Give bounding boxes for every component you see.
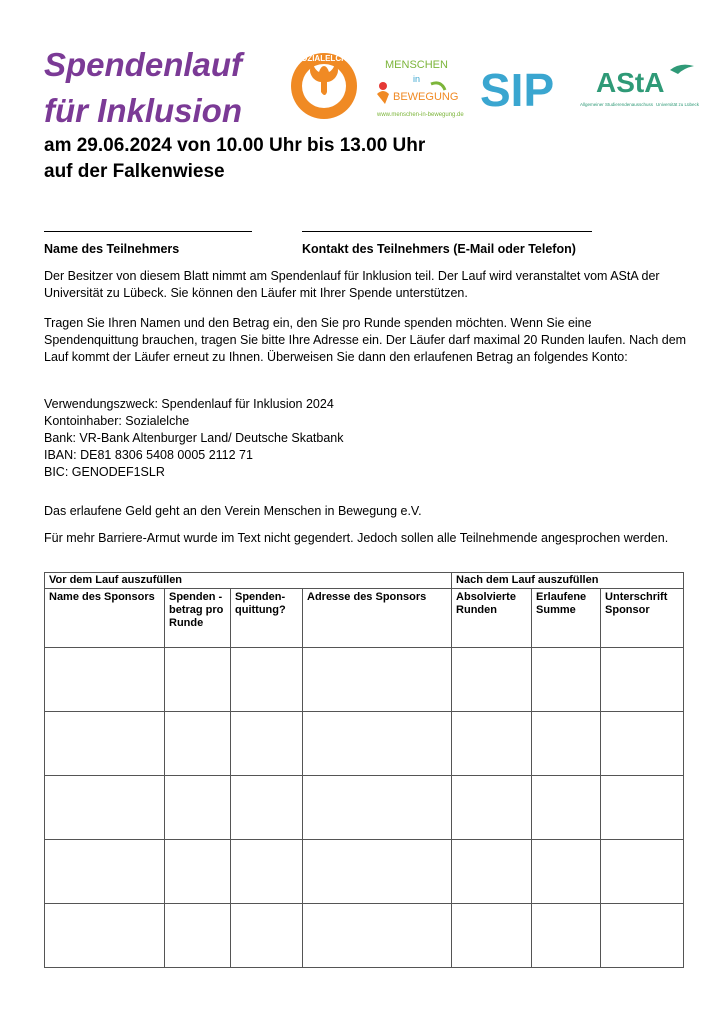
cell-address[interactable] <box>303 904 452 968</box>
cell-amount[interactable] <box>165 904 231 968</box>
bank-bic: BIC: GENODEF1SLR <box>44 465 165 479</box>
cell-laps[interactable] <box>452 648 532 712</box>
bank-iban: IBAN: DE81 8306 5408 0005 2112 71 <box>44 448 253 462</box>
cell-laps[interactable] <box>452 776 532 840</box>
table-header-row <box>45 589 684 648</box>
cell-amount[interactable] <box>165 776 231 840</box>
cell-sum[interactable] <box>532 840 601 904</box>
title-line-2: für Inklusion <box>44 92 242 129</box>
bank-details <box>44 396 689 481</box>
table-row <box>45 648 684 712</box>
cell-receipt[interactable] <box>231 904 303 968</box>
cell-sponsor-name[interactable] <box>45 904 165 968</box>
gender-note-paragraph: Für mehr Barriere-Armut wurde im Text nicht gegendert. Jedoch sollen alle Teilnehmende angesprochen werden. <box>44 531 669 545</box>
menschen-logo-line2: in <box>413 74 421 84</box>
bank-name: Bank: VR-Bank Altenburger Land/ Deutsche Skatbank <box>44 431 344 445</box>
cell-amount[interactable] <box>165 648 231 712</box>
cell-amount[interactable] <box>165 712 231 776</box>
menschen-in-bewegung-logo <box>371 54 467 120</box>
menschen-logo-line3: BEWEGUNG <box>393 91 459 103</box>
instructions-paragraph: Tragen Sie Ihren Namen und den Betrag ein, den Sie pro Runde spenden möchten. Wenn Sie eine Spendenquittung brauchen, tragen Sie bitte Ihre Adresse ein. Der Läufer darf maximal 20 Runden laufen. Nach dem Lauf kommt der Läufer erneut zu Ihnen. Überweisen Sie dann den erlaufenen Betrag an folgendes Konto: <box>44 316 687 364</box>
cell-sponsor-name[interactable] <box>45 648 165 712</box>
asta-logo-sub1: Allgemeiner Studierendenausschuss <box>580 102 654 107</box>
cell-sum[interactable] <box>532 776 601 840</box>
cell-address[interactable] <box>303 840 452 904</box>
cell-receipt[interactable] <box>231 776 303 840</box>
cell-sponsor-name[interactable] <box>45 776 165 840</box>
cell-receipt[interactable] <box>231 648 303 712</box>
section-before-run: Vor dem Lauf auszufüllen <box>45 573 452 589</box>
bank-purpose: Verwendungszweck: Spendenlauf für Inklusion 2024 <box>44 397 334 411</box>
cell-sum[interactable] <box>532 904 601 968</box>
table-section-row <box>45 573 684 589</box>
bank-account-holder: Kontoinhaber: Sozialelche <box>44 414 190 428</box>
participant-name-label: Name des Teilnehmers <box>44 242 180 256</box>
event-date-location <box>44 133 425 185</box>
sozialelche-logo-text: SOZIALELCHE <box>295 54 353 63</box>
sponsor-table <box>44 572 684 968</box>
col-sponsor-name: Name des Sponsors <box>45 589 165 648</box>
col-total-sum: Erlaufene Summe <box>532 589 601 648</box>
col-receipt: Spenden- quittung? <box>231 589 303 648</box>
cell-laps[interactable] <box>452 904 532 968</box>
col-laps-completed: Absolvierte Runden <box>452 589 532 648</box>
sip-logo-text: SIP <box>480 64 555 112</box>
event-location: auf der Falkenwiese <box>44 161 225 182</box>
participant-contact-label: Kontakt des Teilnehmers (E-Mail oder Telefon) <box>302 242 576 256</box>
col-amount-per-lap: Spenden -betrag pro Runde <box>165 589 231 648</box>
sip-logo <box>480 62 572 112</box>
event-date: am 29.06.2024 von 10.00 Uhr bis 13.00 Uhr <box>44 135 426 156</box>
cell-sum[interactable] <box>532 712 601 776</box>
menschen-logo-url: www.menschen-in-bewegung.de <box>377 112 464 118</box>
cell-signature[interactable] <box>601 840 684 904</box>
col-sponsor-address: Adresse des Sponsors <box>303 589 452 648</box>
asta-logo-sub2: Universität zu Lübeck <box>656 102 700 107</box>
participant-name-line[interactable] <box>44 231 252 232</box>
cell-laps[interactable] <box>452 840 532 904</box>
cell-signature[interactable] <box>601 712 684 776</box>
cell-sponsor-name[interactable] <box>45 840 165 904</box>
participant-contact-line[interactable] <box>302 231 592 232</box>
table-row <box>45 776 684 840</box>
col-signature: Unterschrift Sponsor <box>601 589 684 648</box>
cell-signature[interactable] <box>601 776 684 840</box>
page-title <box>44 42 242 134</box>
cell-address[interactable] <box>303 776 452 840</box>
table-row <box>45 840 684 904</box>
cell-amount[interactable] <box>165 840 231 904</box>
cell-address[interactable] <box>303 648 452 712</box>
cell-sum[interactable] <box>532 648 601 712</box>
cell-sponsor-name[interactable] <box>45 712 165 776</box>
title-line-1: Spendenlauf <box>44 46 243 83</box>
table-row <box>45 712 684 776</box>
cell-receipt[interactable] <box>231 840 303 904</box>
table-row <box>45 904 684 968</box>
cell-address[interactable] <box>303 712 452 776</box>
cell-receipt[interactable] <box>231 712 303 776</box>
section-after-run: Nach dem Lauf auszufüllen <box>452 573 684 589</box>
sozialelche-logo <box>289 50 359 122</box>
asta-logo-text: AStA <box>596 67 665 98</box>
intro-paragraph: Der Besitzer von diesem Blatt nimmt am Spendenlauf für Inklusion teil. Der Lauf wird veranstaltet vom AStA der Universität zu Lübeck. Sie können den Läufer mit Ihrer Spende unterstützen. <box>44 269 660 300</box>
asta-logo <box>580 60 700 114</box>
menschen-logo-line1: MENSCHEN <box>385 59 448 71</box>
cell-laps[interactable] <box>452 712 532 776</box>
cell-signature[interactable] <box>601 648 684 712</box>
cell-signature[interactable] <box>601 904 684 968</box>
beneficiary-paragraph: Das erlaufene Geld geht an den Verein Menschen in Bewegung e.V. <box>44 504 422 518</box>
